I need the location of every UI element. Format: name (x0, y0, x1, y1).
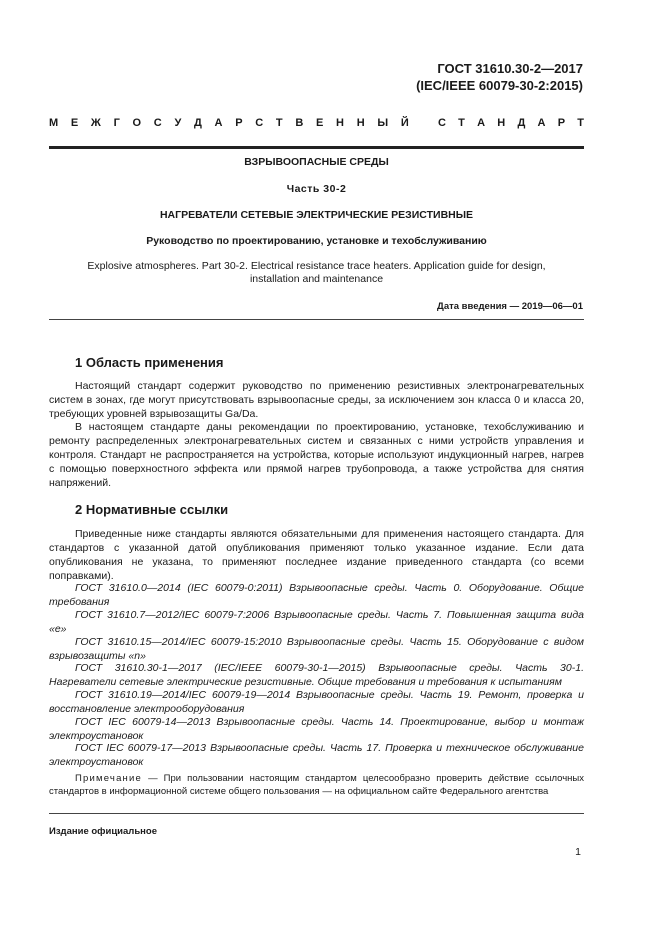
page-number: 1 (575, 846, 581, 858)
footer-rule (49, 813, 584, 814)
title-english-line2: installation and maintenance (249, 273, 384, 285)
banner-letter: В (295, 117, 304, 129)
section-1-paragraph-2-text: В настоящем стандарте даны рекомендации по проектированию, установке, техобслуживанию и ремонту распределенных электронагревательных систем и связанных с ними устройств управления и контроля. Стандарт не распространяется на устройства, которые используют индукционный нагрев, нагрев с помощью поверхностного эффекта или прямой нагрев трубопровода, а также устройства для снятия напряжений. (49, 421, 584, 489)
normative-reference (49, 715, 584, 743)
banner-letter: Н (356, 117, 365, 129)
banner-letter: М (49, 117, 59, 129)
section-1-paragraph-1 (49, 379, 584, 421)
introduction-date: Дата введения — 2019—06—01 (437, 301, 583, 312)
banner-letter: О (132, 117, 142, 129)
normative-reference (49, 741, 584, 769)
normative-reference (49, 608, 584, 636)
title-subtitle: НАГРЕВАТЕЛИ СЕТЕВЫЕ ЭЛЕКТРИЧЕСКИЕ РЕЗИСТИВНЫЕ (159, 209, 474, 221)
header-rule (49, 146, 584, 149)
banner-letter: Й (400, 117, 409, 129)
title-rule (49, 319, 584, 320)
normative-reference-text: ГОСТ 31610.30-1—2017 (IEC/IEEE 60079-30-1—2015) Взрывоопасные среды. Часть 30-1. Нагреватели сетевые электрические резистивные. Общие требования и требования к испытаниям (49, 662, 584, 688)
note-text: — При пользовании настоящим стандартом целесообразно проверить действие ссылочных стандартов в информационной системе общего пользования — на официальном сайте Федерального агентства (49, 773, 584, 797)
normative-reference (49, 581, 584, 609)
banner-letter: А (537, 117, 546, 129)
banner-letter: Ж (90, 117, 101, 129)
banner-letter: С (255, 117, 264, 129)
interstate-standard-banner (49, 116, 584, 130)
title-english-line1: Explosive atmospheres. Part 30-2. Electrical resistance trace heaters. Application guide for design, (87, 260, 546, 272)
note-label: Примечание (75, 773, 142, 784)
section-1-paragraph-2 (49, 420, 584, 490)
banner-letter: Д (517, 117, 526, 129)
normative-reference-text: ГОСТ 31610.0—2014 (IEC 60079-0:2011) Взрывоопасные среды. Часть 0. Оборудование. Общие требования (49, 582, 584, 608)
section-2-paragraph-1 (49, 527, 584, 583)
banner-letter: Ы (377, 117, 389, 129)
banner-letter: Е (316, 117, 324, 129)
normative-reference-text: ГОСТ 31610.7—2012/IEC 60079-7:2006 Взрывоопасные среды. Часть 7. Повышенная защита вида «е» (49, 609, 584, 635)
edition-label: Издание официальное (49, 826, 157, 837)
title-part: Часть 30-2 (286, 183, 347, 195)
banner-letter: Т (577, 117, 584, 129)
banner-word-standard (438, 116, 584, 130)
banner-letter: Н (336, 117, 344, 129)
normative-reference-text: ГОСТ 31610.19—2014/IEC 60079-19—2014 Взрывоопасные среды. Часть 19. Ремонт, проверка и восстановление электрооборудования (49, 689, 584, 715)
normative-reference-text: ГОСТ IEC 60079-14—2013 Взрывоопасные среды. Часть 14. Проектирование, выбор и монтаж электроустановок (49, 716, 584, 742)
standard-code: ГОСТ 31610.30-2—2017 (437, 61, 583, 76)
normative-reference-text: ГОСТ 31610.15—2014/IEC 60079-15:2010 Взрывоопасные среды. Часть 15. Оборудование с видом взрывозащиты «n» (49, 636, 584, 662)
normative-reference (49, 661, 584, 689)
banner-letter: Т (275, 117, 283, 129)
banner-letter: Т (458, 117, 465, 129)
banner-letter: Н (497, 117, 506, 129)
normative-reference (49, 635, 584, 663)
banner-letter: Р (235, 117, 243, 129)
section-1-heading: 1 Область применения (75, 355, 224, 370)
banner-letter: Р (557, 117, 566, 129)
section-2-paragraph-1-text: Приведенные ниже стандарты являются обязательными для применения настоящего стандарта. Для стандартов с указанной датой опубликования применяют только указанное издание. Если дата опубликования не указана, то применяют последнее издание приведенного стандарта (со всеми поправками). (49, 528, 584, 582)
banner-letter: Д (194, 117, 202, 129)
banner-letter: У (174, 117, 182, 129)
banner-letter: А (477, 117, 486, 129)
title-english (80, 260, 553, 286)
banner-letter: С (438, 117, 446, 129)
note (49, 772, 584, 798)
banner-letter: Г (113, 117, 120, 129)
title-main: ВЗРЫВООПАСНЫЕ СРЕДЫ (244, 156, 389, 168)
banner-letter: С (153, 117, 162, 129)
section-2-heading: 2 Нормативные ссылки (75, 502, 229, 517)
intl-standard-code: (IEC/IEEE 60079-30-2:2015) (416, 78, 583, 93)
normative-reference-text: ГОСТ IEC 60079-17—2013 Взрывоопасные среды. Часть 17. Проверка и техническое обслуживание электроустановок (49, 742, 584, 768)
banner-letter: Е (70, 117, 79, 129)
title-guide: Руководство по проектированию, установке и техобслуживанию (146, 235, 487, 247)
section-1-paragraph-1-text: Настоящий стандарт содержит руководство по применению резистивных электронагревательных систем в зонах, где могут присутствовать взрывоопасные среды, за исключением зон класса 0 и класса 20, требующих уровней взрывозащиты Ga/Da. (49, 380, 584, 420)
banner-word-interstate (49, 116, 409, 130)
normative-reference (49, 688, 584, 716)
banner-letter: А (214, 117, 223, 129)
